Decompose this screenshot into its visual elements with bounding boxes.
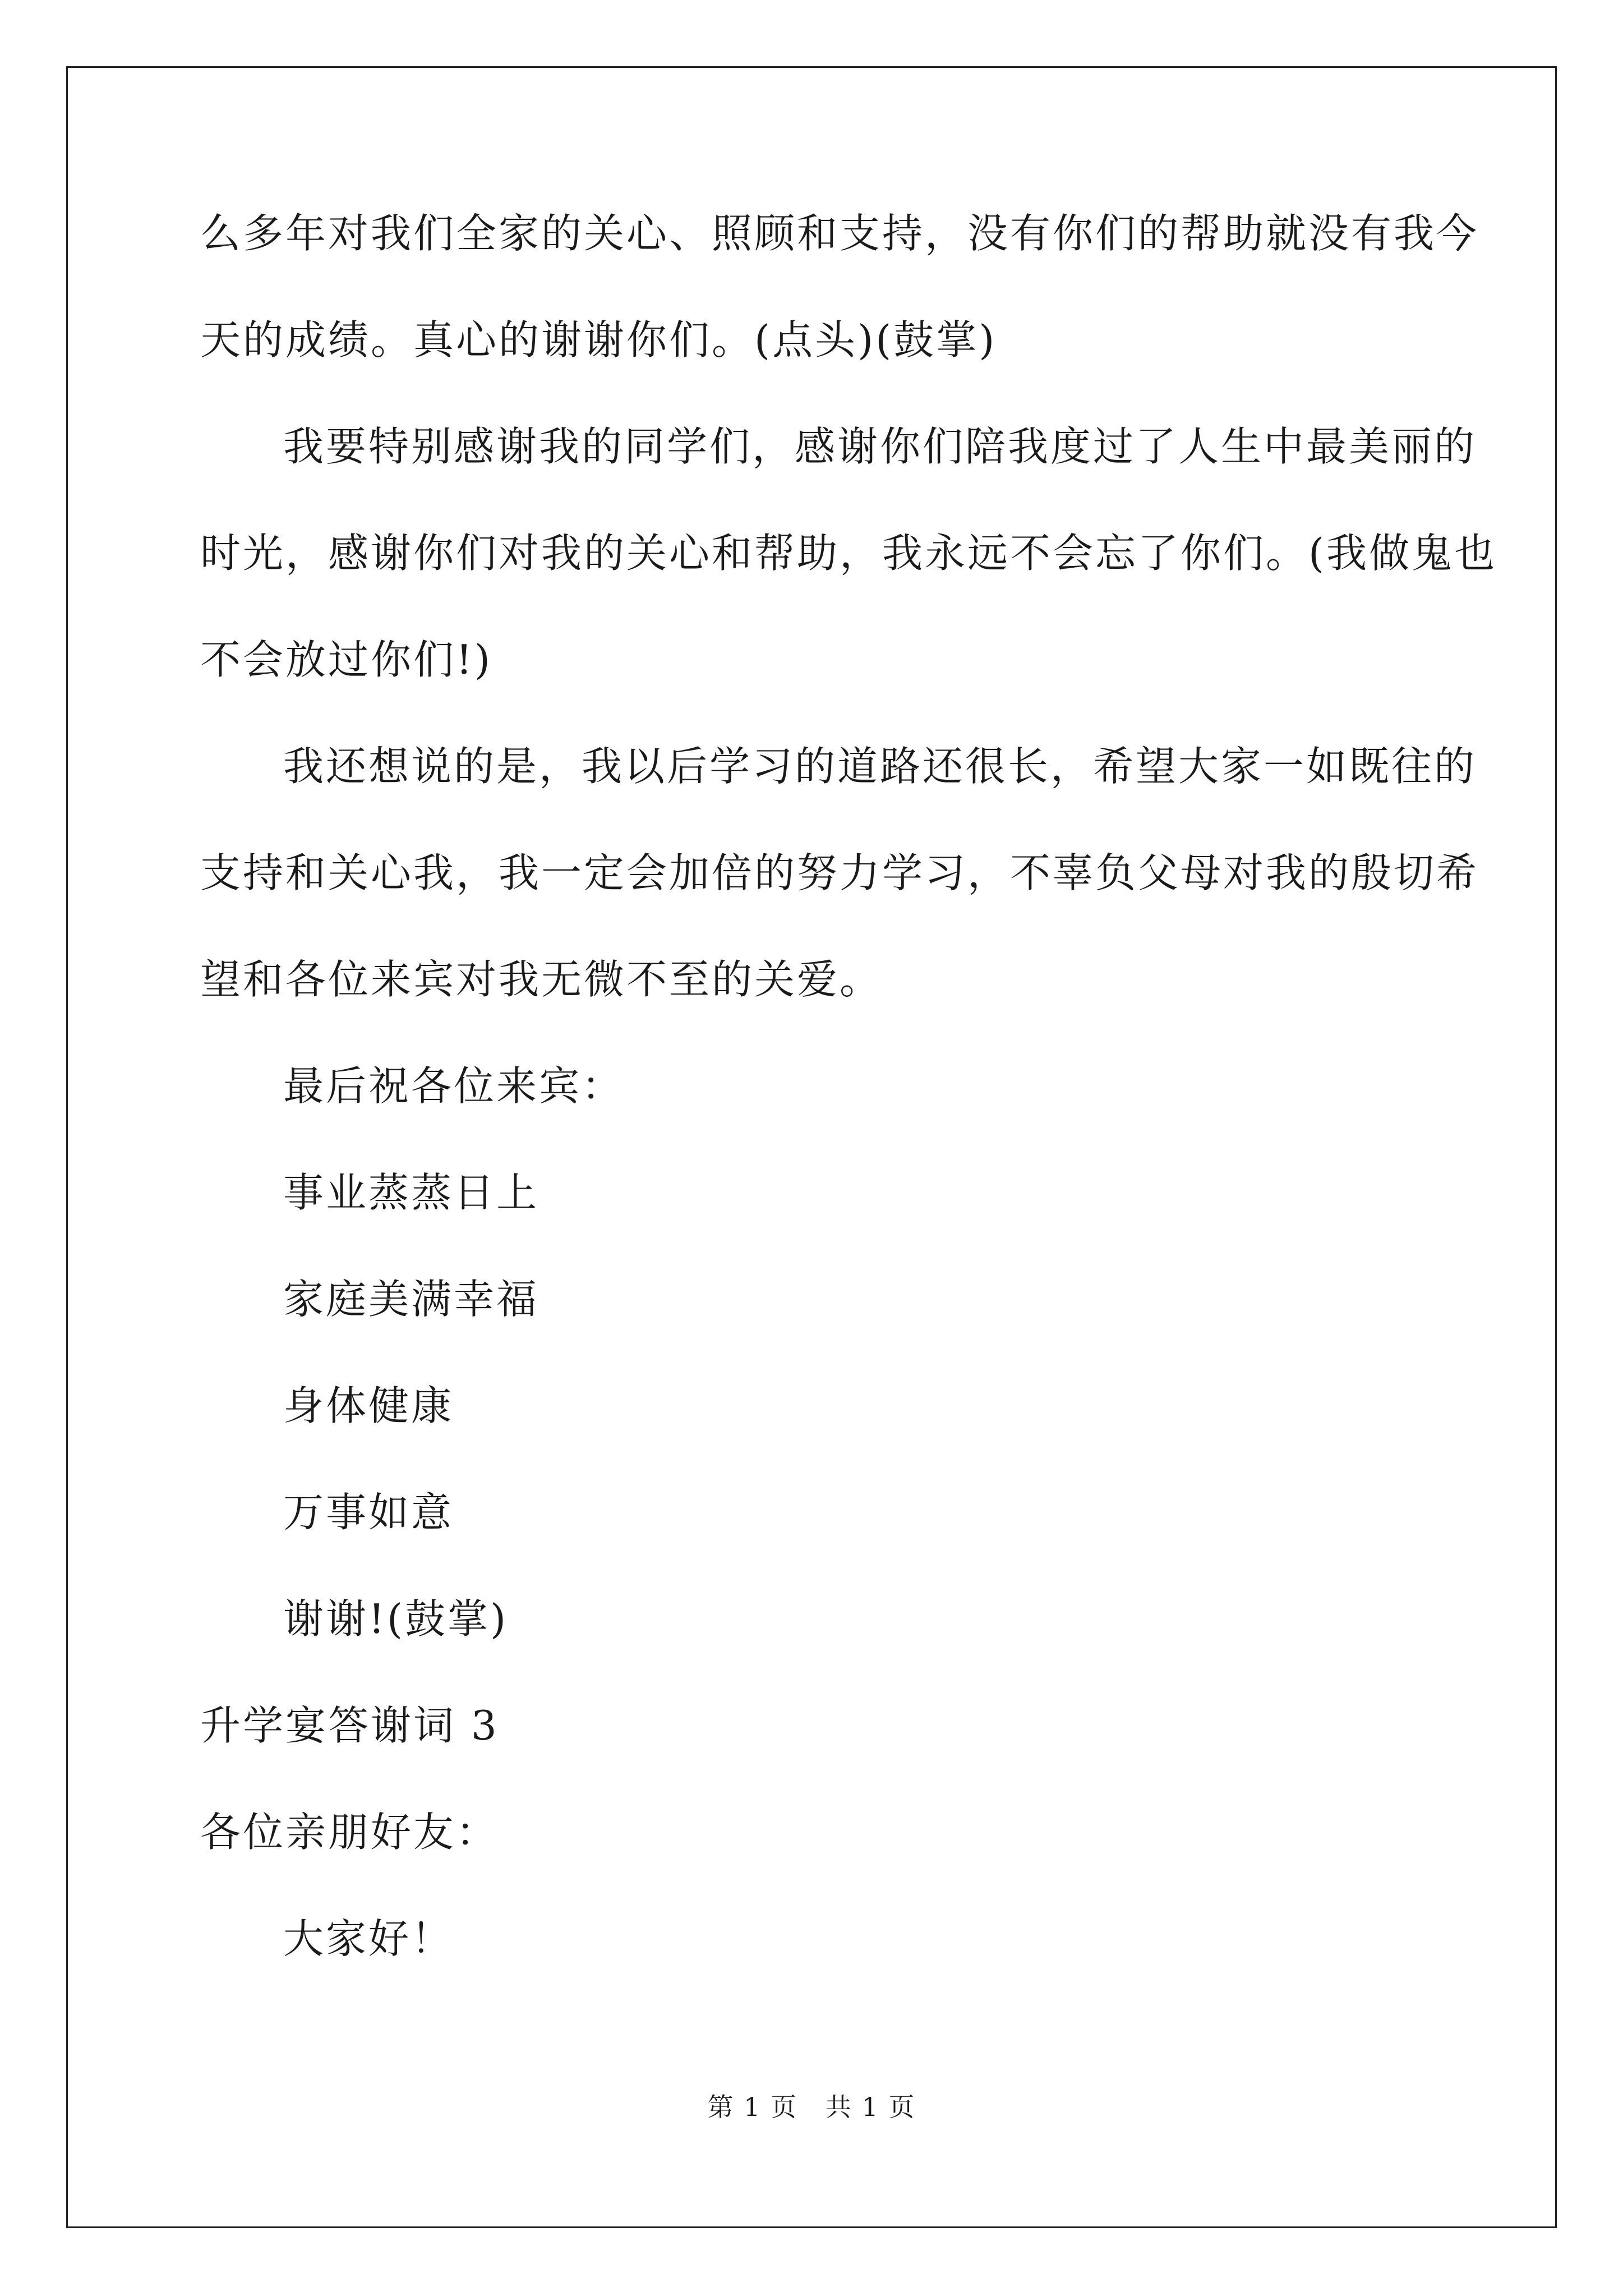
paragraph-line: 不会放过你们!) [200, 636, 493, 683]
paragraph-line: 家庭美满幸福 [283, 1276, 540, 1323]
paragraph-line: 谢谢!(鼓掌) [283, 1595, 509, 1642]
paragraph-line: 望和各位来宾对我无微不至的关爱。 [200, 956, 883, 1003]
page-number-footer: 第 1 页 共 1 页 [707, 2092, 916, 2122]
paragraph-line: 支持和关心我，我一定会加倍的努力学习，不辜负父母对我的殷切希 [200, 849, 1479, 896]
paragraph-line: 万事如意 [283, 1489, 454, 1536]
paragraph-line: 天的成绩。真心的谢谢你们。(点头)(鼓掌) [200, 316, 997, 364]
paragraph-line: 大家好！ [283, 1915, 454, 1962]
paragraph-line: 各位亲朋好友： [200, 1809, 499, 1856]
paragraph-line: 时光，感谢你们对我的关心和帮助，我永远不会忘了你们。(我做鬼也 [200, 530, 1497, 577]
paragraph-line: 我要特别感谢我的同学们，感谢你们陪我度过了人生中最美丽的 [283, 423, 1477, 470]
section-heading: 升学宴答谢词 3 [200, 1702, 499, 1749]
paragraph-line: 事业蒸蒸日上 [283, 1169, 540, 1216]
paragraph-line: 最后祝各位来宾： [283, 1062, 625, 1110]
paragraph-line: 我还想说的是，我以后学习的道路还很长，希望大家一如既往的 [283, 743, 1477, 790]
paragraph-line: 身体健康 [283, 1382, 454, 1429]
page-border [66, 66, 1557, 2228]
paragraph-line: 么多年对我们全家的关心、照顾和支持，没有你们的帮助就没有我今 [200, 210, 1479, 257]
